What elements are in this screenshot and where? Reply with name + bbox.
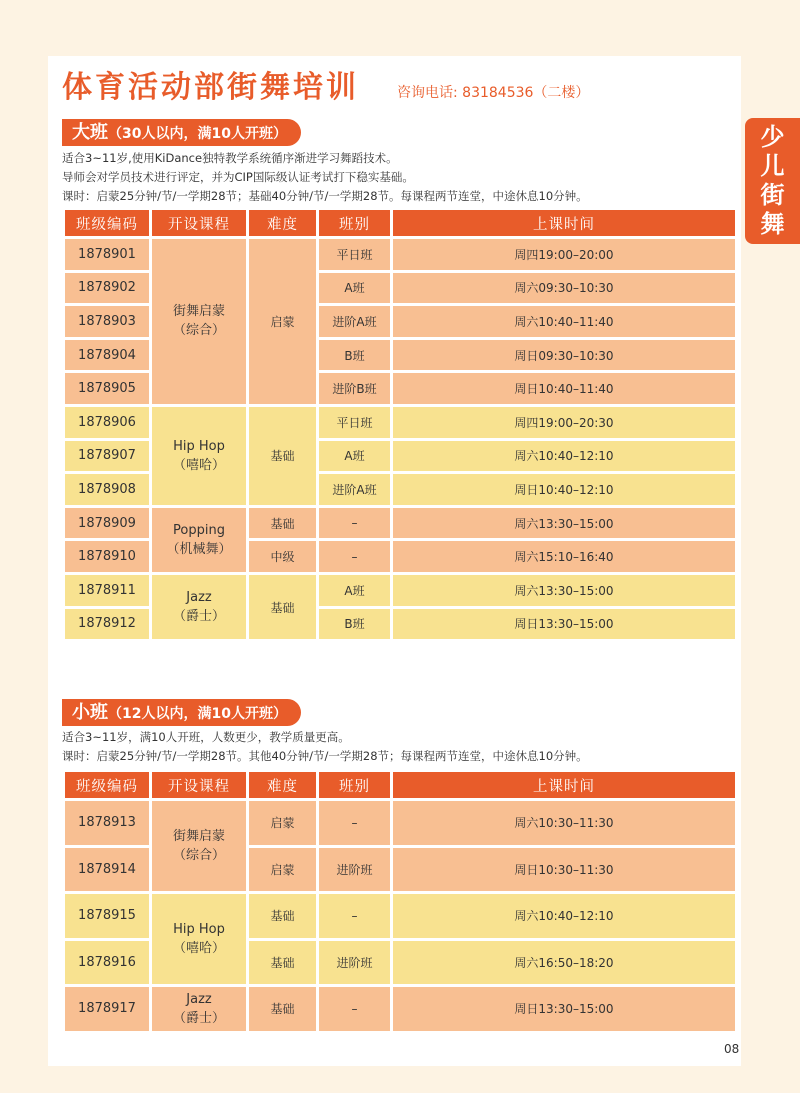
class-type: 平日班	[319, 407, 390, 438]
course-line: （机械舞）	[166, 541, 232, 557]
course-name	[152, 801, 246, 891]
side-tab-char: 街	[760, 181, 785, 209]
small-class-tag-label: 小班	[72, 702, 108, 723]
class-time: 周日10:40–11:40	[393, 373, 735, 404]
consult-phone: 咨询电话: 83184536（二楼）	[397, 85, 590, 101]
column-header: 班级编码	[65, 210, 149, 236]
difficulty: 基础	[249, 987, 316, 1031]
course-line: Jazz	[186, 991, 212, 1007]
class-time: 周六10:40–12:10	[393, 894, 735, 938]
class-type: A班	[319, 273, 390, 304]
column-header: 班别	[319, 772, 390, 798]
big-class-tag-label: 大班	[72, 122, 108, 143]
class-type: 进阶A班	[319, 306, 390, 337]
table-header-row	[65, 772, 735, 798]
difficulty: 基础	[249, 894, 316, 938]
side-category-tab	[745, 118, 800, 244]
class-code: 1878913	[65, 801, 149, 845]
class-code: 1878905	[65, 373, 149, 404]
class-time: 周六10:30–11:30	[393, 801, 735, 845]
class-type: 平日班	[319, 239, 390, 270]
difficulty: 基础	[249, 508, 316, 539]
class-time: 周六10:40–11:40	[393, 306, 735, 337]
class-time: 周日09:30–10:30	[393, 340, 735, 371]
class-code: 1878917	[65, 987, 149, 1031]
column-header: 上课时间	[393, 210, 735, 236]
table-row	[65, 508, 735, 539]
column-header: 难度	[249, 210, 316, 236]
side-tab-char: 舞	[760, 210, 785, 238]
class-code: 1878914	[65, 848, 149, 892]
small-class-tag	[62, 699, 301, 726]
table-row	[65, 239, 735, 270]
desc-line: 课时：启蒙25分钟/节/一学期28节；基础40分钟/节/一学期28节。每课程两节连堂，中途休息10分钟。	[62, 189, 588, 203]
difficulty: 基础	[249, 941, 316, 985]
class-type: A班	[319, 575, 390, 606]
class-type: 进阶B班	[319, 373, 390, 404]
course-line: Hip Hop	[173, 922, 225, 937]
column-header: 班别	[319, 210, 390, 236]
class-type: 进阶A班	[319, 474, 390, 505]
class-time: 周日10:30–11:30	[393, 848, 735, 892]
class-code: 1878910	[65, 541, 149, 572]
class-time: 周六13:30–15:00	[393, 508, 735, 539]
table-row	[65, 407, 735, 438]
desc-line: 导师会对学员技术进行评定，并为CIP国际级认证考试打下稳实基础。	[62, 170, 414, 184]
class-time: 周四19:00–20:00	[393, 239, 735, 270]
class-time: 周六10:40–12:10	[393, 441, 735, 472]
class-time: 周六13:30–15:00	[393, 575, 735, 606]
class-code: 1878903	[65, 306, 149, 337]
class-code: 1878916	[65, 941, 149, 985]
course-name	[152, 987, 246, 1031]
class-code: 1878906	[65, 407, 149, 438]
class-time: 周日13:30–15:00	[393, 987, 735, 1031]
course-line: Jazz	[186, 590, 212, 606]
column-header: 上课时间	[393, 772, 735, 798]
course-line: Hip Hop	[173, 438, 225, 454]
table-row	[65, 894, 735, 938]
class-time: 周六15:10–16:40	[393, 541, 735, 572]
class-type: B班	[319, 340, 390, 371]
class-type: 进阶班	[319, 848, 390, 892]
class-time: 周六16:50–18:20	[393, 941, 735, 985]
course-name	[152, 894, 246, 984]
course-name	[152, 239, 246, 404]
class-type: B班	[319, 609, 390, 640]
column-header: 难度	[249, 772, 316, 798]
side-tab-char: 儿	[760, 152, 785, 180]
column-header: 开设课程	[152, 210, 246, 236]
table-row	[65, 801, 735, 845]
page-title: 体育活动部街舞培训	[62, 70, 359, 105]
course-line: （爵士）	[172, 609, 225, 625]
big-class-tag-note: （30人以内，满10人开班）	[108, 126, 287, 142]
desc-line: 适合3~11岁，满10人开班，人数更少，教学质量更高。	[62, 730, 350, 744]
difficulty: 启蒙	[249, 848, 316, 892]
class-type: –	[319, 541, 390, 572]
desc-line: 适合3~11岁,使用KiDance独特教学系统循序渐进学习舞蹈技术。	[62, 151, 398, 165]
course-name	[152, 575, 246, 639]
difficulty: 基础	[249, 575, 316, 639]
class-time: 周日10:40–12:10	[393, 474, 735, 505]
course-line: （综合）	[172, 323, 225, 339]
big-class-tag	[62, 119, 301, 146]
class-type: A班	[319, 441, 390, 472]
big-class-description	[62, 149, 588, 206]
course-name	[152, 508, 246, 572]
course-line: （综合）	[172, 848, 225, 863]
page-number: 08	[724, 1042, 740, 1056]
class-time: 周四19:00–20:30	[393, 407, 735, 438]
course-line: Popping	[173, 522, 225, 538]
class-code: 1878907	[65, 441, 149, 472]
small-class-description	[62, 728, 588, 766]
big-class-table	[62, 207, 738, 642]
column-header: 开设课程	[152, 772, 246, 798]
course-line: 街舞启蒙	[172, 829, 225, 844]
class-code: 1878909	[65, 508, 149, 539]
class-code: 1878904	[65, 340, 149, 371]
class-type: 进阶班	[319, 941, 390, 985]
class-code: 1878915	[65, 894, 149, 938]
difficulty: 中级	[249, 541, 316, 572]
class-code: 1878901	[65, 239, 149, 270]
class-code: 1878912	[65, 609, 149, 640]
column-header: 班级编码	[65, 772, 149, 798]
small-class-tag-note: （12人以内，满10人开班）	[108, 706, 287, 722]
table-row	[65, 987, 735, 1031]
course-line: （嘻哈）	[172, 457, 225, 473]
table-header-row	[65, 210, 735, 236]
difficulty: 启蒙	[249, 239, 316, 404]
class-type: –	[319, 801, 390, 845]
class-code: 1878902	[65, 273, 149, 304]
class-code: 1878908	[65, 474, 149, 505]
small-class-table	[62, 769, 738, 1034]
difficulty: 基础	[249, 407, 316, 505]
course-line: （爵士）	[172, 1010, 225, 1026]
course-name	[152, 407, 246, 505]
class-type: –	[319, 894, 390, 938]
class-time: 周六09:30–10:30	[393, 273, 735, 304]
class-type: –	[319, 508, 390, 539]
table-row	[65, 575, 735, 606]
difficulty: 启蒙	[249, 801, 316, 845]
class-type: –	[319, 987, 390, 1031]
class-time: 周日13:30–15:00	[393, 609, 735, 640]
course-line: 街舞启蒙	[172, 304, 225, 320]
class-code: 1878911	[65, 575, 149, 606]
desc-line: 课时：启蒙25分钟/节/一学期28节。其他40分钟/节/一学期28节；每课程两节连堂，中途休息10分钟。	[62, 749, 588, 763]
course-line: （嘻哈）	[172, 941, 225, 956]
side-tab-char: 少	[760, 123, 785, 151]
